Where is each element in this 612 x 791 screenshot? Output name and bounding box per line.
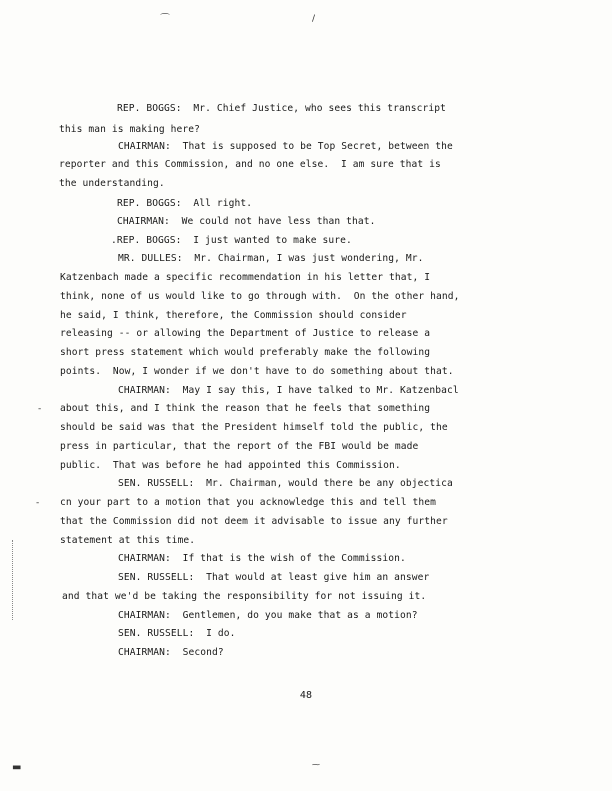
transcript-line: CHAIRMAN: If that is the wish of the Commission. bbox=[118, 553, 406, 564]
transcript-line: MR. DULLES: Mr. Chairman, I was just wondering, Mr. bbox=[118, 253, 424, 264]
transcript-line: should be said was that the President himself told the public, the bbox=[60, 422, 448, 433]
transcript-line: CHAIRMAN: We could not have less than that. bbox=[117, 216, 376, 227]
transcript-line: press in particular, that the report of the FBI would be made bbox=[60, 441, 419, 452]
transcript-line: CHAIRMAN: Second? bbox=[118, 647, 224, 658]
transcript-line: reporter and this Commission, and no one else. I am sure that is bbox=[59, 159, 441, 170]
transcript-line: that the Commission did not deem it advisable to issue any further bbox=[60, 516, 448, 527]
transcript-line: short press statement which would preferably make the following bbox=[60, 347, 431, 358]
transcript-line: he said, I think, therefore, the Commission should consider bbox=[60, 310, 407, 321]
transcript-line: and that we'd be taking the responsibility for not issuing it. bbox=[62, 591, 427, 602]
page-number: 48 bbox=[299, 690, 313, 701]
margin-scan-line bbox=[12, 540, 13, 620]
transcript-line: CHAIRMAN: Gentlemen, do you make that as a motion? bbox=[118, 610, 418, 621]
transcript-line: points. Now, I wonder if we don't have to do something about that. bbox=[60, 366, 454, 377]
transcript-line: Katzenbach made a specific recommendation in his letter that, I bbox=[60, 272, 431, 283]
transcript-line: CHAIRMAN: May I say this, I have talked to Mr. Katzenbacl bbox=[118, 385, 459, 396]
transcript-line: SEN. RUSSELL: That would at least give him an answer bbox=[118, 572, 430, 583]
transcript-line: releasing -- or allowing the Department of Justice to release a bbox=[60, 328, 431, 339]
transcript-line: statement at this time. bbox=[60, 535, 196, 546]
transcript-line: CHAIRMAN: That is supposed to be Top Secret, between the bbox=[118, 141, 453, 152]
transcript-line: about this, and I think the reason that he feels that something bbox=[60, 403, 431, 414]
transcript-line: REP. BOGGS: Mr. Chief Justice, who sees this transcript bbox=[117, 103, 447, 114]
transcript-line: cn your part to a motion that you acknowledge this and tell them bbox=[60, 497, 437, 508]
margin-dash: - bbox=[38, 404, 42, 414]
scan-speck-bottom-left: ▬ bbox=[12, 762, 22, 773]
transcript-line: SEN. RUSSELL: I do. bbox=[118, 628, 236, 639]
transcript-line: this man is making here? bbox=[59, 124, 201, 135]
scan-speck-top-right: / bbox=[312, 14, 316, 24]
transcript-line: public. That was before he had appointed this Commission. bbox=[60, 460, 401, 471]
scan-speck-top-left: ⌒ bbox=[160, 14, 171, 25]
transcript-line: the understanding. bbox=[59, 178, 165, 189]
transcript-line: .REP. BOGGS: I just wanted to make sure. bbox=[111, 235, 352, 246]
scan-speck-bottom-center: ⁓ bbox=[312, 760, 321, 769]
transcript-line: SEN. RUSSELL: Mr. Chairman, would there be any objectica bbox=[118, 478, 453, 489]
transcript-line: REP. BOGGS: All right. bbox=[117, 198, 253, 209]
margin-dash: - bbox=[36, 498, 40, 508]
transcript-line: think, none of us would like to go through with. On the other hand, bbox=[60, 291, 460, 302]
